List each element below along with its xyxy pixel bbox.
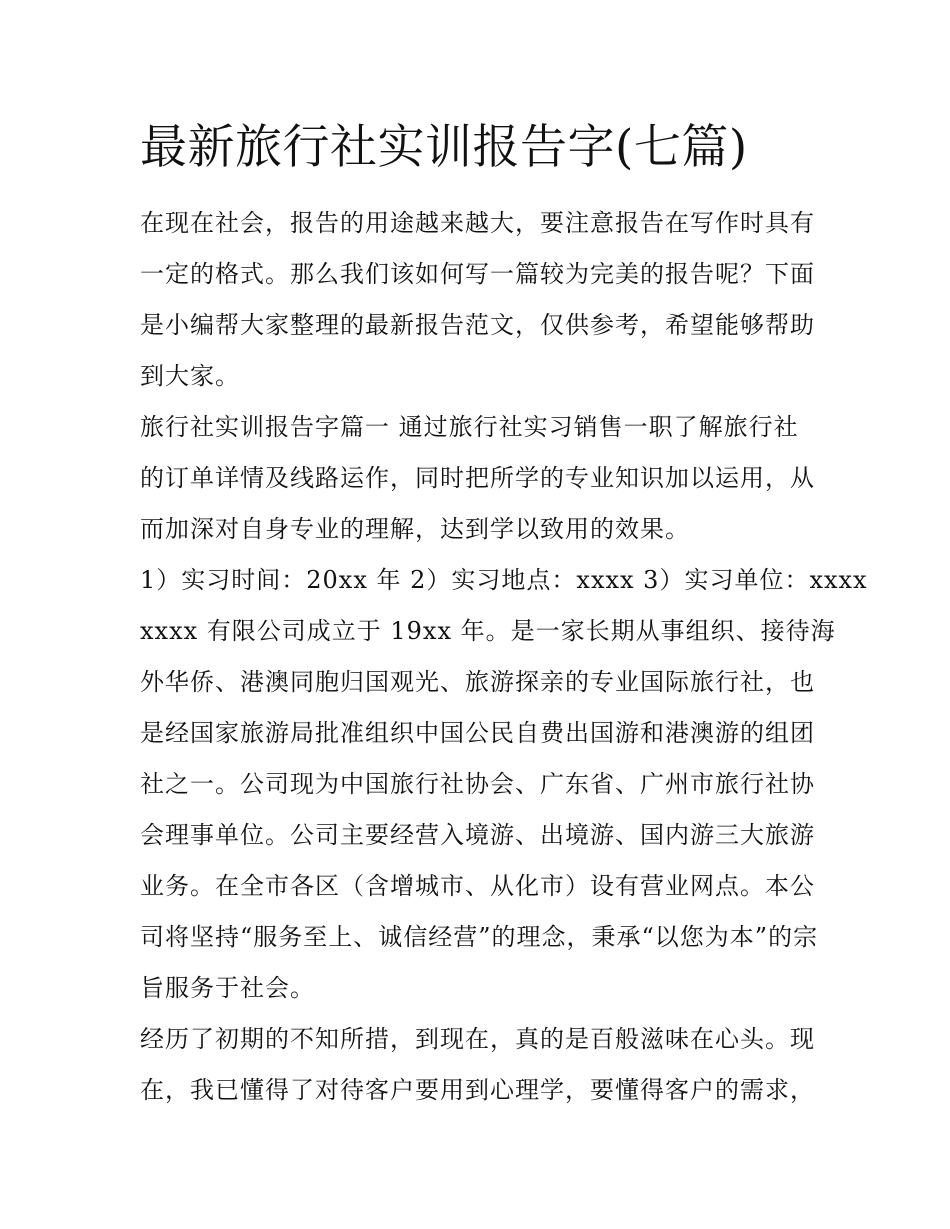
paragraph-company-info: [140, 555, 868, 1014]
paragraph-line: 的订单详情及线路运作，同时把所学的专业知识加以运用，从: [140, 464, 815, 492]
paragraph-line: 旨服务于社会。: [140, 974, 315, 1002]
paragraph-line: 到大家。: [140, 362, 240, 390]
paragraph-line: 社之一。公司现为中国旅行社协会、广东省、广州市旅行社协: [140, 770, 815, 798]
paragraph-line: 而加深对自身专业的理解，达到学以致用的效果。: [140, 515, 690, 543]
paragraph-line: 经历了初期的不知所措，到现在，真的是百般滋味在心头。现: [140, 1025, 815, 1053]
paragraph-line: 是经国家旅游局批准组织中国公民自费出国游和港澳游的组团: [140, 719, 815, 747]
paragraph-line: 外华侨、港澳同胞归国观光、旅游探亲的专业国际旅行社，也: [140, 668, 815, 696]
paragraph-line: 业务。在全市各区（含增城市、从化市）设有营业网点。本公: [140, 872, 815, 900]
document-body: [140, 112, 868, 1116]
paragraph-line: 一定的格式。那么我们该如何写一篇较为完美的报告呢？下面: [140, 260, 815, 288]
paragraph-intro: [140, 198, 820, 402]
paragraph-line: 是小编帮大家整理的最新报告范文，仅供参考，希望能够帮助: [140, 311, 815, 339]
paragraph-line: 1）实习时间：20xx 年 2）实习地点：xxxx 3）实习单位：xxxx: [140, 566, 868, 594]
paragraph-line: 会理事单位。公司主要经营入境游、出境游、国内游三大旅游: [140, 821, 815, 849]
document-title: 最新旅行社实训报告字(七篇): [140, 120, 748, 175]
paragraph-line: xxxx 有限公司成立于 19xx 年。是一家长期从事组织、接待海: [140, 617, 836, 645]
paragraph-line: 在现在社会，报告的用途越来越大，要注意报告在写作时具有: [140, 209, 815, 237]
paragraph-experience: [140, 1014, 820, 1116]
paragraph-section-one: [140, 402, 820, 555]
paragraph-line: 司将坚持“服务至上、诚信经营”的理念，秉承“以您为本”的宗: [140, 923, 819, 951]
paragraph-line: 在，我已懂得了对待客户要用到心理学，要懂得客户的需求，: [140, 1076, 815, 1104]
paragraph-line: 旅行社实训报告字篇一 通过旅行社实习销售一职了解旅行社: [140, 413, 799, 441]
